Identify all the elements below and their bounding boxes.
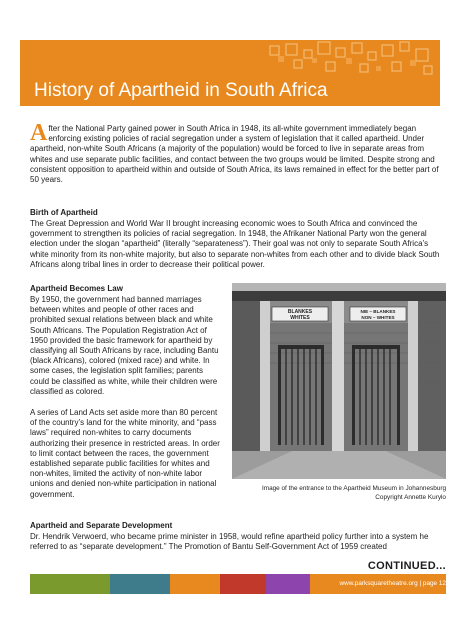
becomes-law-paragraph-1: By 1950, the government had banned marriages between whites and people of other races and prohibited sexual relations between black and white South Africans. The Population Registration Act of 1950 provided the basic framework for apartheid by classifying all South Africans by race, including Bantu (black Africans), colored (mixed race) and white. In some cases, the legislation split families; parents could be classified as white, while their children were classified as colored.	[30, 295, 219, 396]
sign-left-text-1: BLANKES	[287, 309, 313, 315]
caption-line-1: Image of the entrance to the Apartheid Museum in Johannesburg	[261, 485, 446, 492]
footer-segment-4	[220, 574, 266, 594]
sign-left-text-2: WHITES	[290, 315, 310, 321]
footer-segment-3	[170, 574, 220, 594]
title-banner	[20, 40, 440, 106]
sign-right-text-1: NIE – BLANKES	[360, 309, 396, 314]
birth-paragraph: The Great Depression and World War II brought increasing economic woes to South Africa and convinced the government to strengthen its policies of racial segregation. In 1948, the Afrikaner National Party won the general election under the slogan “apartheid” (literally “separateness”). Their goal was not only to separate South Africa’s white minority from its non-white majority, but also to separate non-whites from each other and to divide black South Africans along tribal lines in order to decrease their political power.	[30, 219, 440, 269]
caption-line-2: Copyright Annette Kurylo	[375, 494, 446, 501]
intro-paragraph	[30, 120, 446, 185]
becomes-law-paragraph-2: A series of Land Acts set aside more than 80 percent of the country’s land for the white minority, and “pass laws” required non-whites to carry documents authorizing their presence in restricted areas. In order to limit contact between the races, the government established separate public facilities for whites and non-whites, limited the activity of non-white labor unions and denied non-white participation in national government.	[30, 408, 220, 499]
section-heading-becomes-law: Apartheid Becomes Law	[30, 284, 123, 293]
continued-label: CONTINUED...	[367, 560, 446, 572]
drop-cap: A	[30, 120, 48, 146]
footer-segment-1	[30, 574, 110, 594]
photo-caption	[224, 484, 446, 502]
section-heading-birth: Birth of Apartheid	[30, 208, 98, 217]
footer-segment-2	[110, 574, 170, 594]
separate-development-paragraph: Dr. Hendrik Verwoerd, who became prime minister in 1958, would refine apartheid policy further into a system he referred to as “separate development.” The Promotion of Bantu Self-Government Act of 1959 created	[30, 532, 429, 552]
intro-text: fter the National Party gained power in South Africa in 1948, its all-white government immediately began enforcing existing policies of racial segregation under a system of legislation that it called apartheid. Under apartheid, non-white South Africans (a majority of the population) would be forced to live in separate areas from whites and use separate public facilities, and contact between the two groups would be limited. Despite strong and consistent opposition to apartheid within and outside of South Africa, its laws remained in effect for the better part of 50 years.	[30, 124, 439, 185]
sign-right-text-2: NON – WHITES	[361, 315, 395, 320]
page-title: History of Apartheid in South Africa	[34, 80, 328, 101]
footer-site-page[interactable]: www.parksquaretheatre.org | page 12	[339, 580, 446, 587]
museum-entrance-photo	[232, 283, 446, 479]
section-heading-separate-development: Apartheid and Separate Development	[30, 521, 173, 530]
